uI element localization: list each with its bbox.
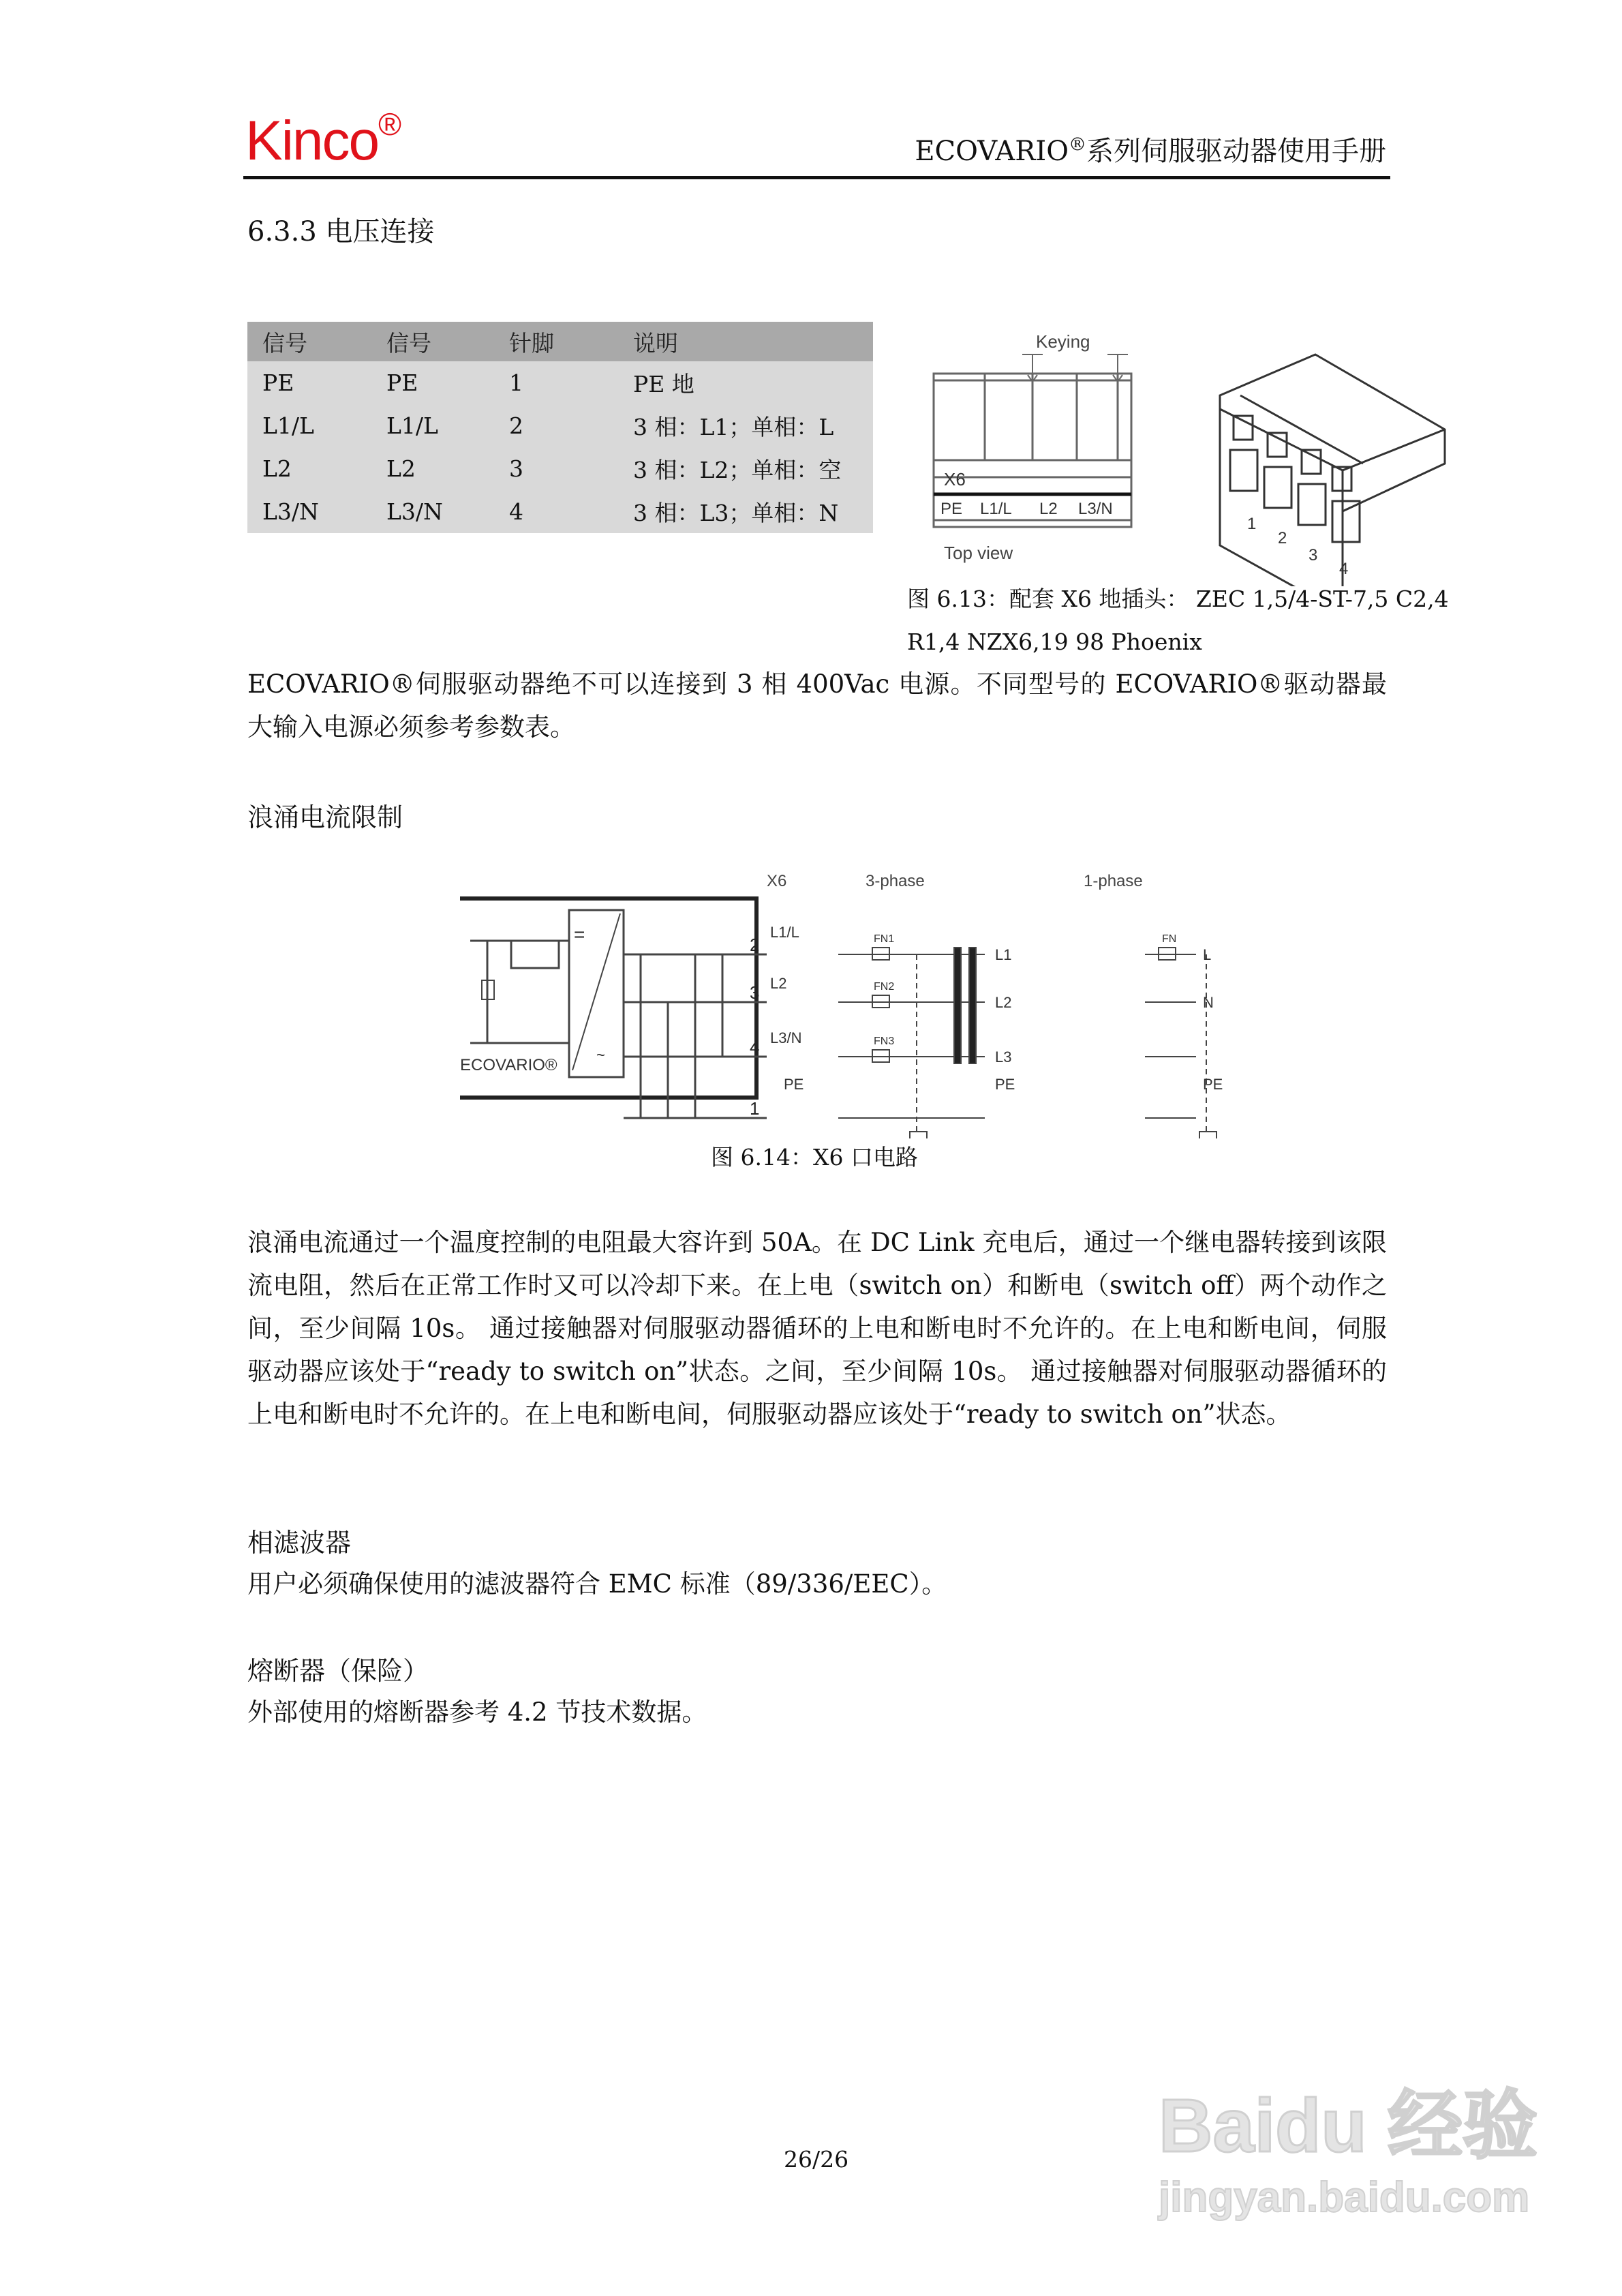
header-title-mark: ® [1069,134,1086,155]
pin-label: L3/N [1078,500,1113,518]
table-cell: 3 [494,447,618,490]
table-cell: 2 [494,404,618,447]
table-cell: PE [371,361,494,404]
x6-label: X6 [767,872,787,890]
filter-heading: 相滤波器 [247,1528,352,1558]
header-title [915,130,1386,168]
table-cell: L2 [247,447,371,490]
table-cell: L3/N [371,490,494,533]
header-title-prefix: ECOVARIO [915,136,1069,167]
figure-6-14-caption: 图 6.14：X6 口电路 [711,1144,918,1170]
pin-number: 4 [750,1037,760,1057]
baidu-watermark [1159,2066,1537,2222]
pin-label: L2 [1039,500,1058,518]
watermark-brand: Baidu 经验 [1159,2084,1538,2168]
table-row [247,447,873,490]
pin-number: 2 [1278,529,1287,547]
table-header: 信号 [247,322,371,361]
table-cell: L1/L [247,404,371,447]
pin-label: L1/L [980,500,1012,518]
page-number: 26/26 [784,2146,849,2173]
line-label: PE [995,1076,1015,1093]
inrush-heading: 浪涌电流限制 [247,802,403,832]
filter-text: 用户必须确保使用的滤波器符合 EMC 标准（89/336/EEC）。 [247,1569,947,1599]
section-title: 6.3.3 电压连接 [247,216,435,247]
one-phase-label: 1-phase [1084,872,1143,890]
table-cell: 3 相：L2；单相：空 [618,447,873,490]
watermark-url: jingyan.baidu.com [1159,2174,1530,2221]
table-cell: 1 [494,361,618,404]
table-row [247,490,873,533]
figure-6-13-caption-line2: R1,4 NZX6,19 98 Phoenix [907,629,1202,655]
line-label: PE [1203,1076,1223,1093]
pin-number: 3 [750,982,760,1003]
logo-text: Kinco [245,110,379,172]
svg-text:=: = [574,924,585,945]
table-header-row [247,322,873,361]
table-header: 说明 [618,322,873,361]
pin-number: 4 [1339,560,1349,578]
x6-circuit-figure [457,866,1227,1138]
table-header: 信号 [371,322,494,361]
logo-registered-mark: ® [378,106,401,142]
table-cell: 3 相：L3；单相：N [618,490,873,533]
three-phase-label: 3-phase [866,872,925,890]
pin-label: L2 [770,975,787,992]
figure-6-13-caption-line1: 图 6.13：配套 X6 地插头： ZEC 1,5/4-ST-7,5 C2,4 [907,586,1449,612]
fuse-text: 外部使用的熔断器参考 4.2 节技术数据。 [247,1697,707,1727]
pin-label: PE [940,500,963,518]
pin-number: 1 [1247,515,1257,533]
kinco-logo [245,106,401,173]
pin-number: 3 [1309,546,1318,564]
pin-table [247,322,873,533]
table-cell: L3/N [247,490,371,533]
table-cell: PE 地 [618,361,873,404]
pin-number: 1 [750,1098,760,1119]
keying-label: Keying [1036,331,1090,352]
table-cell: L2 [371,447,494,490]
table-cell: 3 相：L1；单相：L [618,404,873,447]
line-label: L3 [995,1048,1012,1066]
table-row [247,404,873,447]
line-label: L2 [995,994,1012,1011]
header-rule [243,176,1390,179]
table-row [247,361,873,404]
pin-label: PE [784,1076,804,1093]
fuse-label: FN [1162,933,1177,945]
table-header: 针脚 [494,322,618,361]
line-label: L1 [995,946,1012,963]
fuse-label: FN1 [874,933,895,945]
table-cell: L1/L [371,404,494,447]
connector-3d-drawing [1220,354,1445,586]
top-view-label: Top view [944,543,1013,563]
svg-text:~: ~ [596,1046,605,1063]
pin-number: 2 [750,935,760,955]
inrush-paragraph: 浪涌电流通过一个温度控制的电阻最大容许到 50A。在 DC Link 充电后，通过一个继电器转接到该限流电阻，然后在正常工作时又可以冷却下来。在上电（switch on）和断电（switch off）两个动作之间，至少间隔 10s。 通过接触器对伺服驱动器循环的上电和断电时不允许的。在上电和断电间，伺服驱动器应该处于“ready to switch on”状态。之间，至少间隔 10s。 通过接触器对伺服驱动器循环的上电和断电时不允许的。在上电和断电间，伺服驱动器应该处于“ready to switch on”状态。 [247,1228,1387,1429]
x6-label: X6 [944,469,966,489]
header-title-suffix: 系列伺服驱动器使用手册 [1086,136,1386,167]
fuse-heading: 熔断器（保险） [247,1656,429,1686]
table-cell: 4 [494,490,618,533]
fuse-label: FN2 [874,981,895,993]
fuse-label: FN3 [874,1036,895,1047]
ecovario-label: ECOVARIO® [460,1056,557,1074]
pin-label: L1/L [770,924,799,941]
pin-label: L3/N [770,1029,802,1046]
line-label: L [1203,946,1212,963]
table-cell: PE [247,361,371,404]
connector-figure [927,327,1458,586]
line-label: N [1203,994,1214,1011]
warning-paragraph: ECOVARIO®伺服驱动器绝不可以连接到 3 相 400Vac 电源。不同型号的 ECOVARIO®驱动器最大输入电源必须参考参数表。 [247,669,1387,742]
